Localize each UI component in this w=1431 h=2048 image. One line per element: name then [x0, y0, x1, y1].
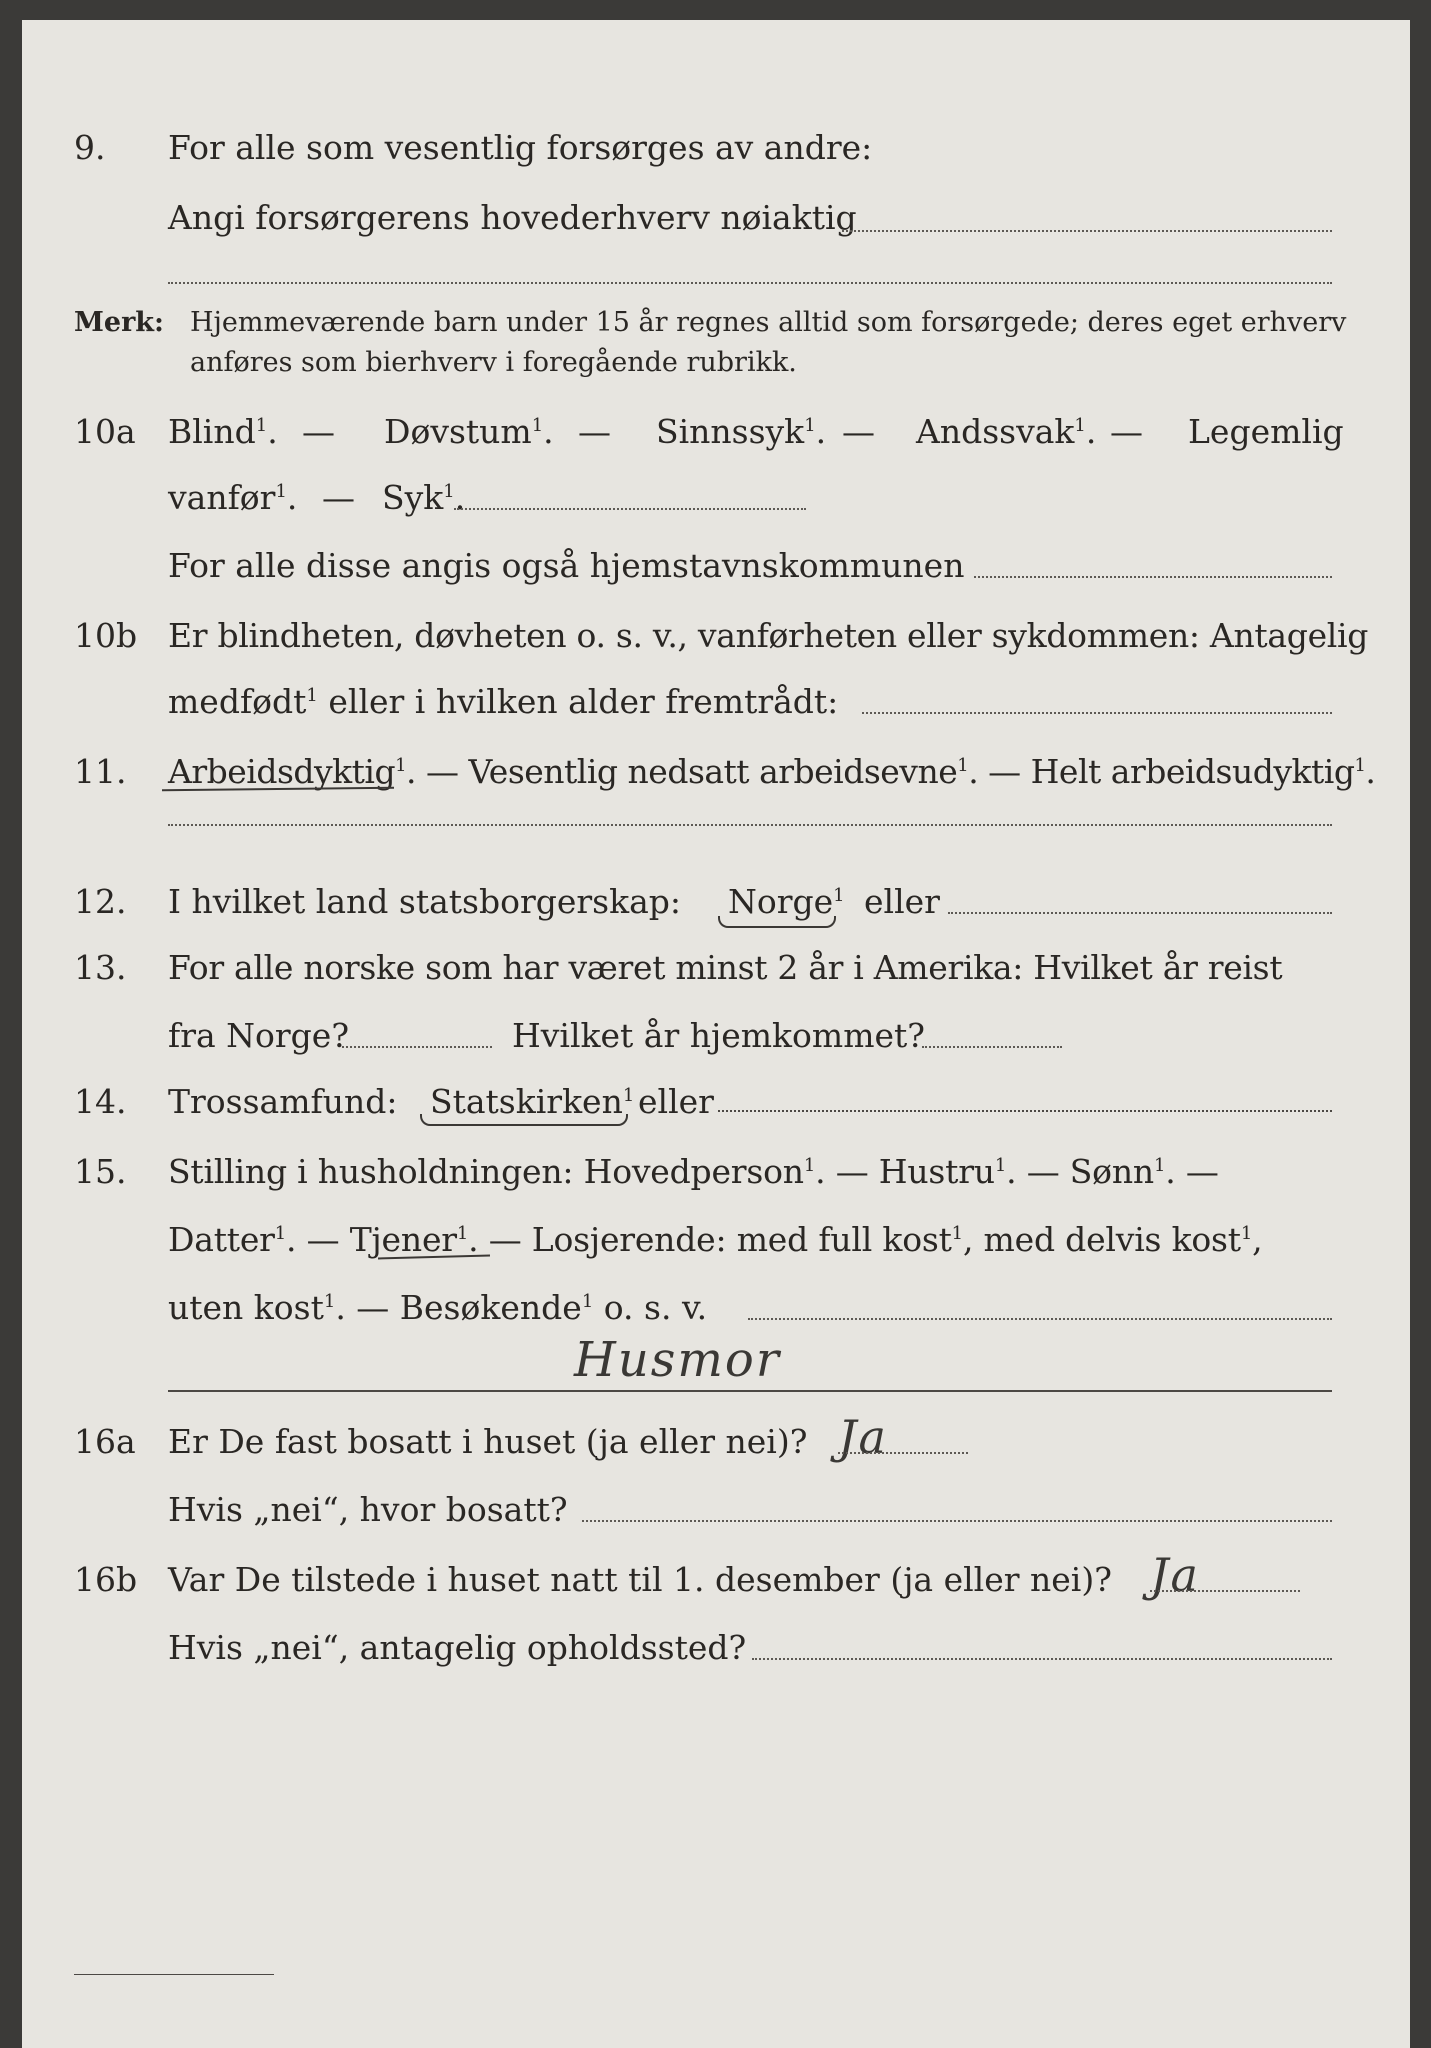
- q13-hjemkommet: Hvilket år hjemkommet?: [512, 1016, 925, 1055]
- q15-handwritten-answer: Husmor: [574, 1332, 781, 1388]
- q9-text: For alle som vesentlig forsørges av andre:: [168, 128, 873, 167]
- q15-text3: uten kost$^1$. — Besøkende$^1$ o. s. v.: [168, 1288, 708, 1327]
- q10a-text3: For alle disse angis også hjemstavnskommunen: [168, 546, 965, 585]
- q13-fra-norge: fra Norge?: [168, 1016, 350, 1055]
- q16a-text: Er De fast bosatt i huset (ja eller nei)?: [168, 1422, 808, 1461]
- q15-answer-line[interactable]: [748, 1318, 1332, 1320]
- q14-answer-line[interactable]: [718, 1110, 1332, 1112]
- q15-text2: Datter$^1$. — Tjener$^1$. — Losjerende: med full kost$^1$, med delvis kost$^1$,: [168, 1220, 1263, 1259]
- dash: —: [302, 412, 335, 451]
- q15-answer-line2[interactable]: [168, 1390, 1332, 1392]
- q10b-answer-line[interactable]: [862, 712, 1332, 714]
- option-andssvak: Andssvak$^1$.: [916, 412, 1097, 451]
- q13-number: 13.: [74, 948, 127, 987]
- q10a-number: 10a: [74, 412, 136, 451]
- q11-answer-line[interactable]: [168, 824, 1332, 826]
- q15-text: Stilling i husholdningen: Hovedperson$^1$. — Hustru$^1$. — Sønn$^1$. —: [168, 1152, 1219, 1191]
- dash: —: [578, 412, 611, 451]
- merk-line2: anføres som bierhverv i foregående rubrikk.: [190, 347, 797, 378]
- q12-number: 12.: [74, 882, 127, 921]
- q16b-opholdssted-answer-line[interactable]: [752, 1658, 1332, 1660]
- q10a-hjemstavn-answer-line[interactable]: [974, 576, 1332, 578]
- underline-norge-mark: [718, 916, 836, 928]
- q16b-answer-line[interactable]: [1150, 1590, 1300, 1592]
- q14-text: Trossamfund:: [168, 1082, 398, 1121]
- census-form-page: [22, 20, 1410, 2048]
- option-dovstum: Døvstum$^1$.: [384, 412, 554, 451]
- q16b-text: Var De tilstede i huset natt til 1. desember (ja eller nei)?: [168, 1560, 1112, 1599]
- option-vanfor: vanfør$^1$.: [168, 478, 298, 517]
- option-syk: Syk$^1$.: [382, 478, 466, 517]
- q16a-answer-line[interactable]: [838, 1452, 968, 1454]
- q12-text: I hvilket land statsborgerskap:: [168, 882, 682, 921]
- dash: —: [842, 412, 875, 451]
- q9-answer-line[interactable]: [842, 230, 1332, 232]
- q15-number: 15.: [74, 1152, 127, 1191]
- q16b-text2: Hvis „nei“, antagelig opholdssted?: [168, 1628, 747, 1667]
- dash: —: [1110, 412, 1143, 451]
- footnote-rule: [74, 1974, 274, 1975]
- q14-number: 14.: [74, 1082, 127, 1121]
- q16a-handwritten-answer: Ja: [838, 1410, 888, 1464]
- dash: —: [322, 478, 355, 517]
- q9-text2: Angi forsørgerens hovederhverv nøiaktig: [168, 198, 857, 237]
- option-norge: Norge$^1$: [728, 882, 845, 921]
- q16a-bosatt-answer-line[interactable]: [582, 1520, 1332, 1522]
- option-legemlig: Legemlig: [1188, 412, 1344, 451]
- q10b-text: Er blindheten, døvheten o. s. v., vanførheten eller sykdommen: Antagelig: [168, 616, 1369, 655]
- merk-line1: Hjemmeværende barn under 15 år regnes alltid som forsørgede; deres eget erhverv: [190, 307, 1347, 338]
- q11-text: Arbeidsdyktig$^1$. — Vesentlig nedsatt arbeidsevne$^1$. — Helt arbeidsudyktig$^1$.: [168, 752, 1376, 791]
- option-blind: Blind$^1$.: [168, 412, 278, 451]
- q11-number: 11.: [74, 752, 127, 791]
- q14-eller: eller: [638, 1082, 714, 1121]
- option-sinnssyk: Sinnssyk$^1$.: [656, 412, 827, 451]
- q12-answer-line[interactable]: [948, 912, 1332, 914]
- q13-text: For alle norske som har været minst 2 år i Amerika: Hvilket år reist: [168, 948, 1283, 987]
- option-tjener: Tjener: [349, 1220, 457, 1259]
- q13-reist-answer-line[interactable]: [342, 1046, 492, 1048]
- q16b-number: 16b: [74, 1560, 138, 1599]
- q10b-text2: medfødt$^1$ eller i hvilken alder fremtrådt:: [168, 682, 839, 721]
- q16b-handwritten-answer: Ja: [1150, 1548, 1200, 1602]
- option-statskirken: Statskirken$^1$: [430, 1082, 635, 1121]
- q16a-number: 16a: [74, 1422, 136, 1461]
- q9-answer-line2[interactable]: [168, 282, 1332, 284]
- q10a-syk-answer-line[interactable]: [454, 508, 806, 510]
- underline-statskirken-mark: [420, 1114, 628, 1126]
- q12-eller: eller: [864, 882, 940, 921]
- q13-hjemkommet-answer-line[interactable]: [922, 1046, 1062, 1048]
- q9-number: 9.: [74, 128, 106, 167]
- merk-label: Merk:: [74, 307, 164, 338]
- option-arbeidsdyktig: Arbeidsdyktig: [168, 752, 396, 791]
- q10b-number: 10b: [74, 616, 138, 655]
- q16a-text2: Hvis „nei“, hvor bosatt?: [168, 1490, 568, 1529]
